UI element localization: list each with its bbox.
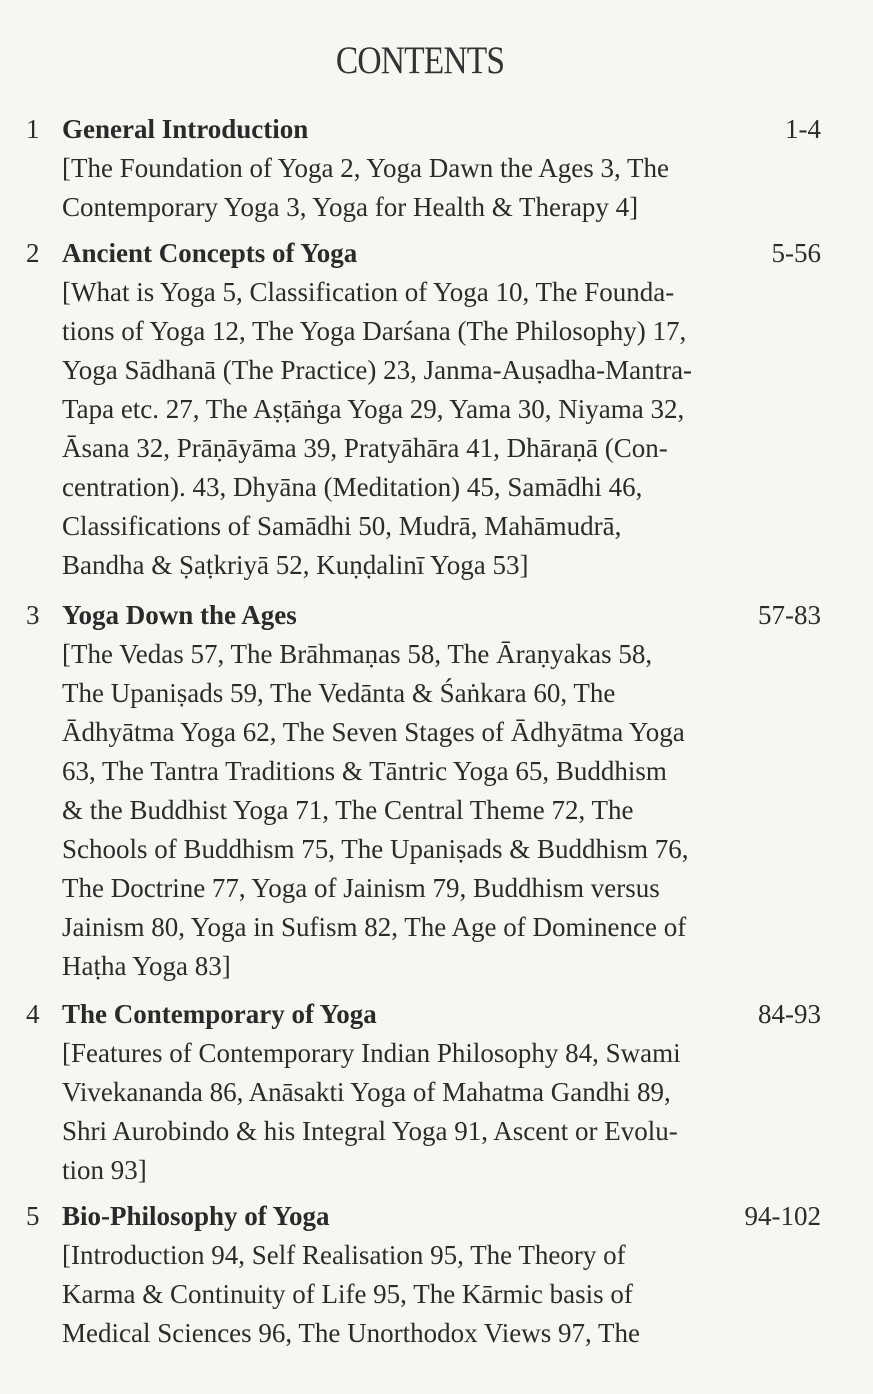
- summary-line: Bandha & Ṣaṭkriyā 52, Kuṇḍalinī Yoga 53]: [62, 550, 529, 580]
- summary-line: Jainism 80, Yoga in Sufism 82, The Age of Dominence of: [62, 912, 687, 942]
- chapter-summary: [62, 635, 762, 986]
- chapter-number: 1: [26, 114, 40, 144]
- summary-line: & the Buddhist Yoga 71, The Central Theme 72, The: [62, 795, 634, 825]
- chapter-summary: [62, 1034, 762, 1190]
- summary-line: tions of Yoga 12, The Yoga Darśana (The Philosophy) 17,: [62, 316, 687, 346]
- chapter-pages: 5-56: [771, 238, 821, 268]
- summary-line: [What is Yoga 5, Classification of Yoga 10, The Founda-: [62, 277, 675, 307]
- summary-line: The Doctrine 77, Yoga of Jainism 79, Buddhism versus: [62, 873, 660, 903]
- chapter-title: General Introduction: [62, 114, 309, 144]
- chapter-pages: 1-4: [785, 114, 821, 144]
- summary-line: Yoga Sādhanā (The Practice) 23, Janma-Auṣadha-Mantra-: [62, 355, 693, 385]
- chapter-number: 5: [26, 1201, 40, 1231]
- summary-line: The Upaniṣads 59, The Vedānta & Śaṅkara 60, The: [62, 678, 616, 708]
- summary-line: Medical Sciences 96, The Unorthodox Views 97, The: [62, 1318, 641, 1348]
- chapter-number: 3: [26, 600, 40, 630]
- summary-line: 63, The Tantra Traditions & Tāntric Yoga 65, Buddhism: [62, 756, 667, 786]
- summary-line: [Introduction 94, Self Realisation 95, The Theory of: [62, 1240, 626, 1270]
- summary-line: tion 93]: [62, 1155, 147, 1185]
- chapter-pages: 57-83: [758, 600, 821, 630]
- summary-line: Vivekananda 86, Anāsakti Yoga of Mahatma Gandhi 89,: [62, 1077, 671, 1107]
- summary-line: [Features of Contemporary Indian Philosophy 84, Swami: [62, 1038, 681, 1068]
- chapter-title: Bio-Philosophy of Yoga: [62, 1201, 330, 1231]
- summary-line: Āsana 32, Prāṇāyāma 39, Pratyāhāra 41, Dhāraṇā (Con-: [62, 433, 668, 463]
- summary-line: [The Vedas 57, The Brāhmaṇas 58, The Āraṇyakas 58,: [62, 639, 653, 669]
- summary-line: Tapa etc. 27, The Aṣṭāṅga Yoga 29, Yama 30, Niyama 32,: [62, 394, 685, 424]
- page-title: CONTENTS: [335, 39, 505, 82]
- summary-line: Schools of Buddhism 75, The Upaniṣads & Buddhism 76,: [62, 834, 689, 864]
- summary-line: [The Foundation of Yoga 2, Yoga Dawn the Ages 3, The: [62, 153, 669, 183]
- summary-line: Classifications of Samādhi 50, Mudrā, Mahāmudrā,: [62, 511, 622, 541]
- chapter-title: The Contemporary of Yoga: [62, 999, 377, 1029]
- chapter-pages: 94-102: [744, 1201, 821, 1231]
- summary-line: Shri Aurobindo & his Integral Yoga 91, Ascent or Evolu-: [62, 1116, 678, 1146]
- summary-line: Contemporary Yoga 3, Yoga for Health & Therapy 4]: [62, 192, 639, 222]
- summary-line: Karma & Continuity of Life 95, The Kārmic basis of: [62, 1279, 633, 1309]
- chapter-title: Ancient Concepts of Yoga: [62, 238, 358, 268]
- chapter-pages: 84-93: [758, 999, 821, 1029]
- summary-line: centration). 43, Dhyāna (Meditation) 45, Samādhi 46,: [62, 472, 643, 502]
- chapter-summary: [62, 1236, 762, 1353]
- chapter-number: 2: [26, 238, 40, 268]
- chapter-summary: [62, 273, 762, 585]
- chapter-title: Yoga Down the Ages: [62, 600, 297, 630]
- summary-line: Haṭha Yoga 83]: [62, 951, 231, 981]
- chapter-summary: [62, 149, 762, 227]
- chapter-number: 4: [26, 999, 40, 1029]
- summary-line: Ādhyātma Yoga 62, The Seven Stages of Ādhyātma Yoga: [62, 717, 685, 747]
